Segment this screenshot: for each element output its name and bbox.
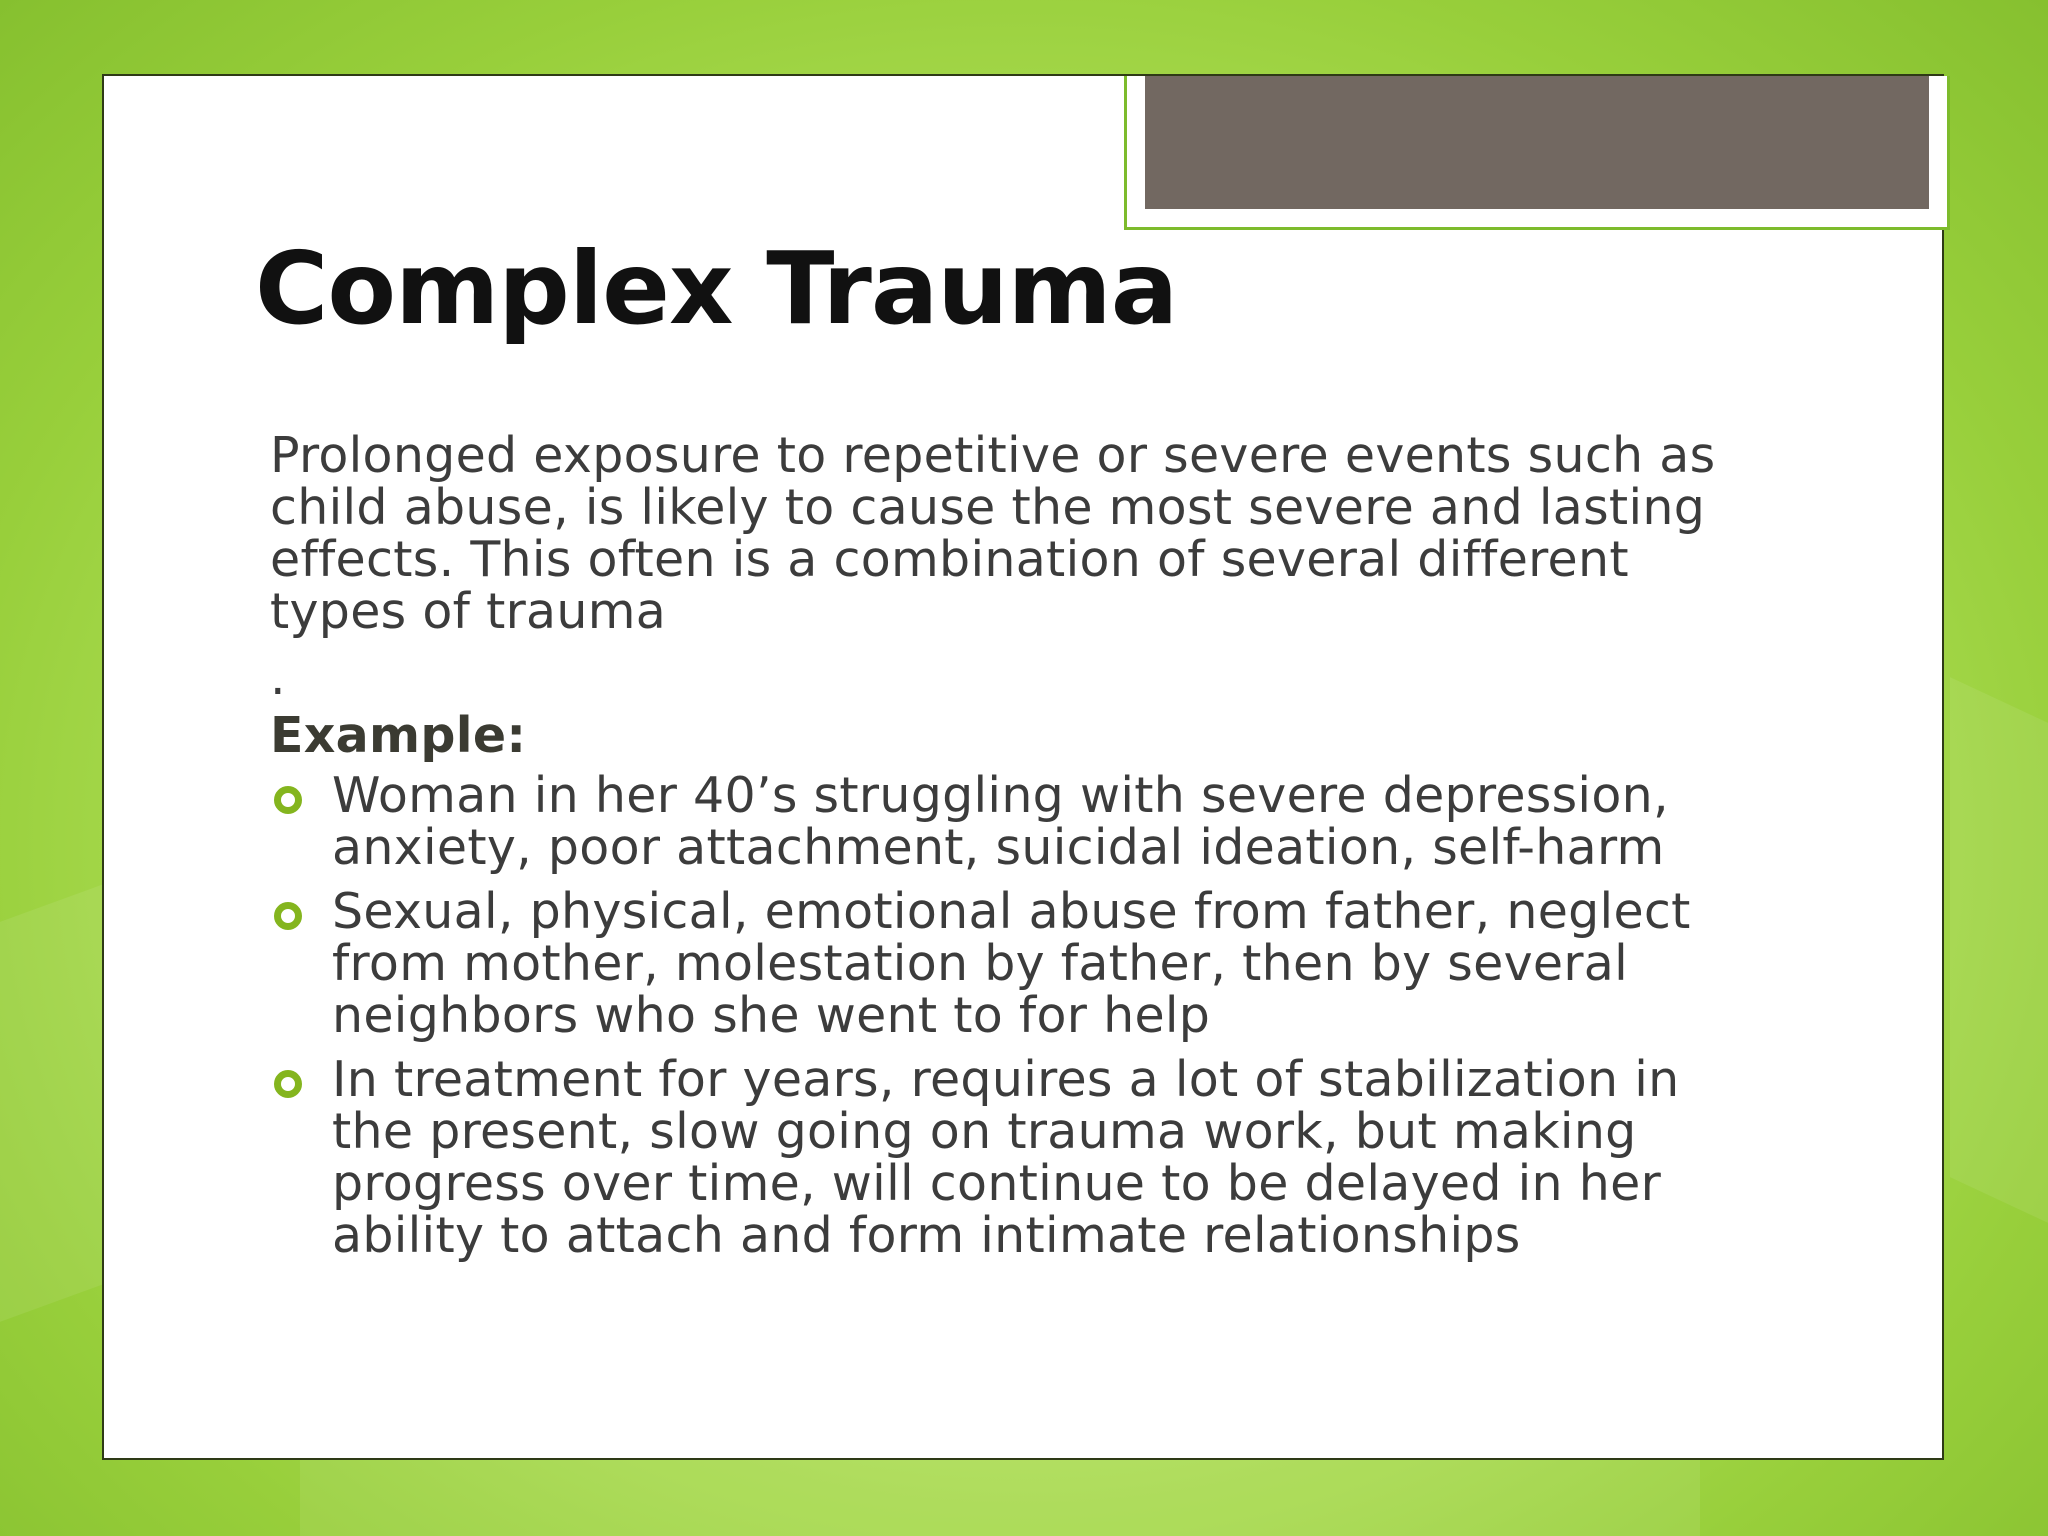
title-accent-block (1145, 76, 1929, 209)
background-shape (300, 1460, 1700, 1536)
bullet-text: In treatment for years, requires a lot of stabilization in the present, slow going on trauma work, but making progress over time, will continue to be delayed in her ability to attach and form intimate relationships (332, 1051, 1680, 1264)
example-label: Example: (270, 707, 527, 764)
bullet-item (270, 883, 1730, 1044)
hollow-circle-bullet-icon (274, 902, 302, 930)
slide-title: Complex Trauma (255, 230, 1178, 347)
slide-body (270, 427, 1730, 1274)
intro-paragraph: Prolonged exposure to repetitive or severe events such as child abuse, is likely to cause the most severe and lasting effects. This often is a combination of several different types of trauma (270, 427, 1716, 640)
separator-dot: . (270, 649, 286, 706)
bullet-item (270, 1051, 1730, 1264)
bullet-text: Woman in her 40’s struggling with severe depression, anxiety, poor attachment, suicidal ideation, self-harm (332, 767, 1669, 876)
hollow-circle-bullet-icon (274, 1070, 302, 1098)
bullet-text: Sexual, physical, emotional abuse from father, neglect from mother, molestation by father, then by several neighbors who she went to for help (332, 883, 1691, 1044)
example-bullet-list (270, 767, 1730, 1264)
title-accent-frame (1124, 76, 1950, 230)
background-shape (1950, 677, 2048, 1223)
bullet-item (270, 767, 1730, 876)
hollow-circle-bullet-icon (274, 786, 302, 814)
